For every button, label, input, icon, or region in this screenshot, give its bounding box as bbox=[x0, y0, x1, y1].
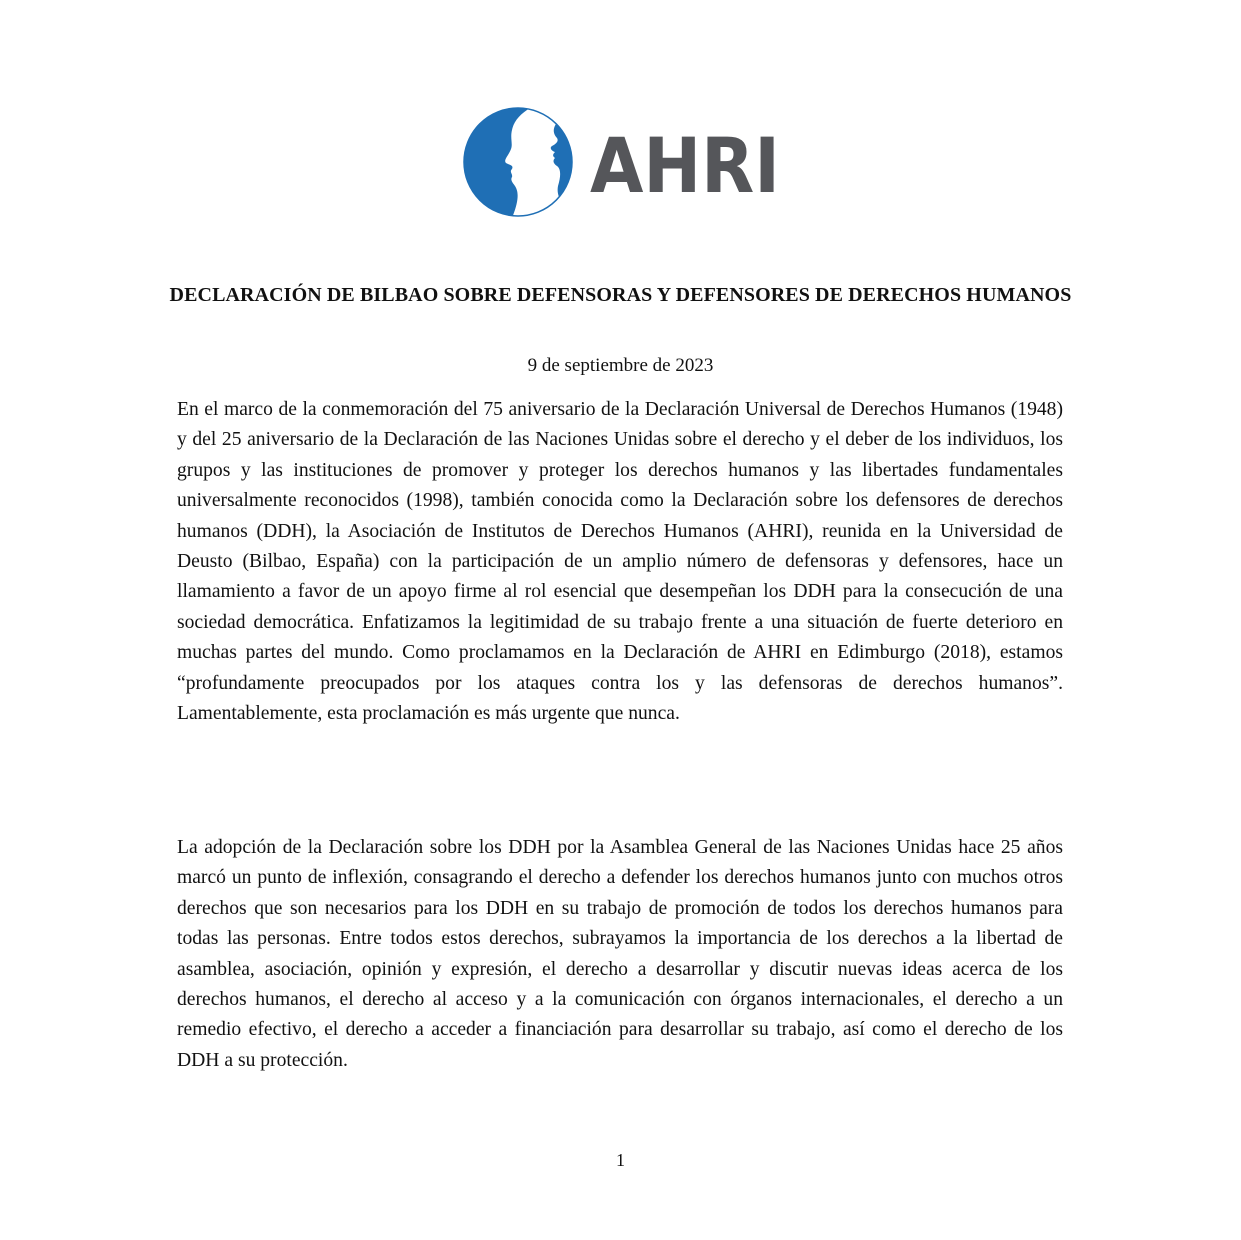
document-title: DECLARACIÓN DE BILBAO SOBRE DEFENSORAS Y DEFENSORES DE DERECHOS HUMANOS bbox=[169, 284, 1072, 306]
document-date: 9 de septiembre de 2023 bbox=[527, 355, 714, 376]
profile-faces-icon bbox=[462, 106, 782, 218]
ahri-logo bbox=[462, 106, 782, 218]
page-number: 1 bbox=[616, 1150, 625, 1170]
paragraph-2: La adopción de la Declaración sobre los DDH por la Asamblea General de las Naciones Unidas hace 25 años marcó un punto de inflexión, consagrando el derecho a defender los derechos humanos junto con muchos otros derechos que son necesarios para los DDH en su trabajo de promoción de todos los derechos humanos para todas las personas. Entre todos estos derechos, subrayamos la importancia de los derechos a la libertad de asamblea, asociación, opinión y expresión, el derecho a desarrollar y discutir nuevas ideas acerca de los derechos humanos, el derecho al acceso y a la comunicación con órganos internacionales, el derecho a un remedio efectivo, el derecho a acceder a financiación para desarrollar su trabajo, así como el derecho de los DDH a su protección. bbox=[177, 837, 1063, 1071]
paragraph-1: En el marco de la conmemoración del 75 aniversario de la Declaración Universal de Derechos Humanos (1948) y del 25 aniversario de la Declaración de las Naciones Unidas sobre el derecho y el deber de los individuos, los grupos y las instituciones de promover y proteger los derechos humanos y las libertades fundamentales universalmente reconocidos (1998), también conocida como la Declaración sobre los defensores de derechos humanos (DDH), la Asociación de Institutos de Derechos Humanos (AHRI), reunida en la Universidad de Deusto (Bilbao, España) con la participación de un amplio número de defensoras y defensores, hace un llamamiento a favor de un apoyo firme al rol esencial que desempeñan los DDH para la consecución de una sociedad democrática. Enfatizamos la legitimidad de su trabajo frente a una situación de fuerte deterioro en muchas partes del mundo. Como proclamamos en la Declaración de AHRI en Edimburgo (2018), estamos “profundamente preocupados por los ataques contra los y las defensoras de derechos humanos”. Lamentablemente, esta proclamación es más urgente que nunca. bbox=[177, 399, 1063, 725]
logo-text: AHRI bbox=[590, 121, 780, 210]
